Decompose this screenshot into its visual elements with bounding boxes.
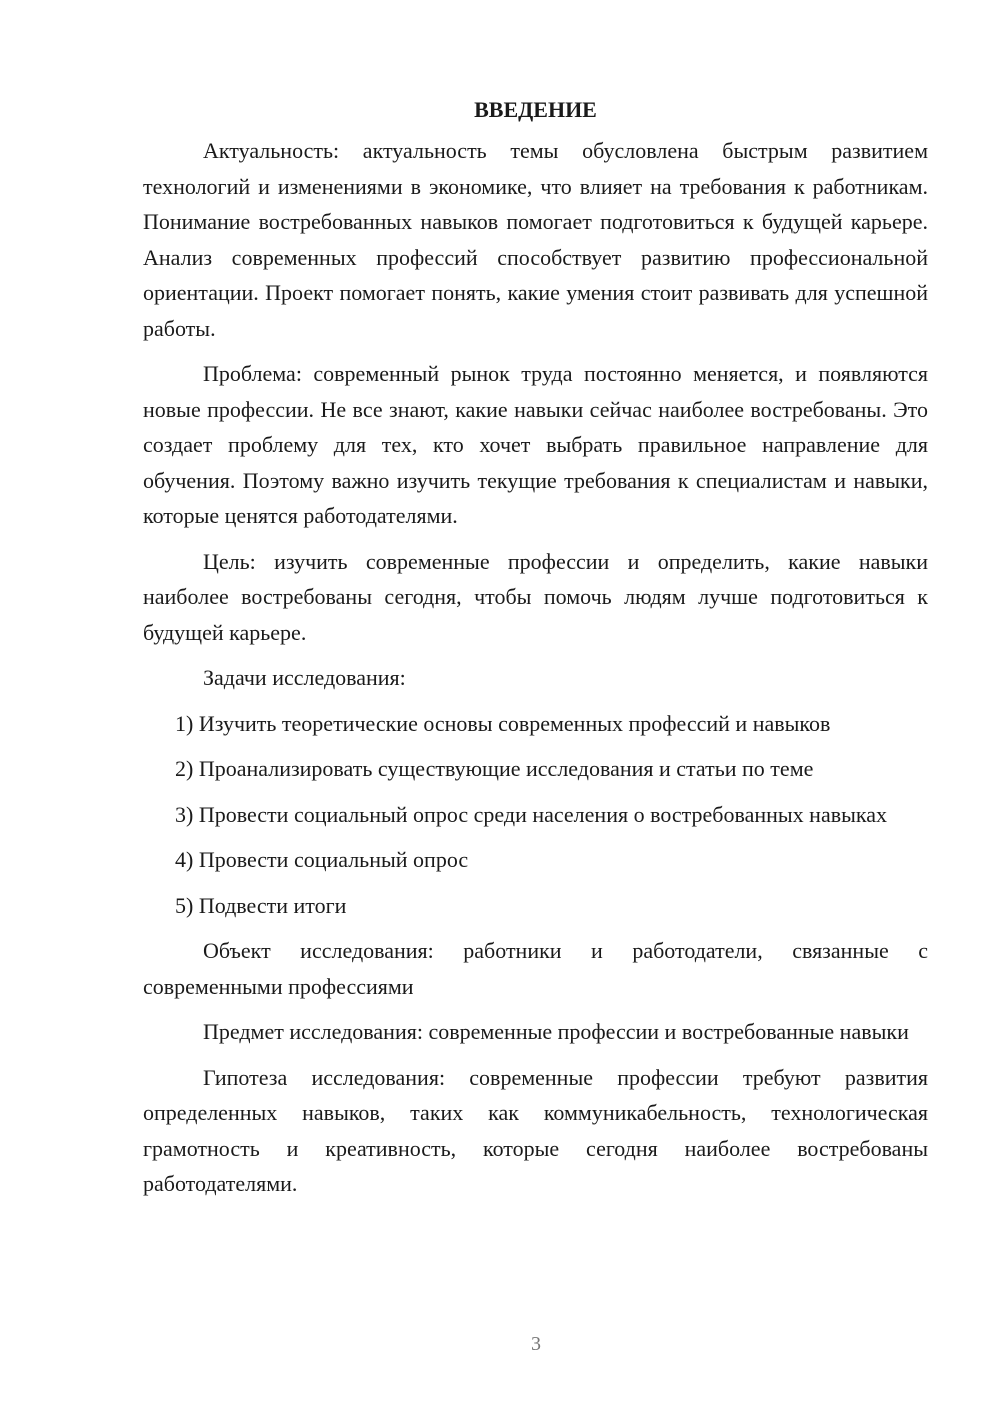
task-item-4: 4) Провести социальный опрос <box>175 847 469 872</box>
page-title: ВВЕДЕНИЕ <box>474 97 597 122</box>
tasks-heading: Задачи исследования: <box>203 665 406 690</box>
task-item-2: 2) Проанализировать существующие исследования и статьи по теме <box>175 756 814 781</box>
paragraph-goal: Цель: изучить современные профессии и определить, какие навыки наиболее востребованы сегодня, чтобы помочь людям лучше подготовиться к будущей карьере. <box>143 548 928 645</box>
task-item-3: 3) Провести социальный опрос среди населения о востребованных навыках <box>175 801 887 827</box>
paragraph-object: Объект исследования: работники и работодатели, связанные с современными профессиями <box>143 938 928 999</box>
paragraph-subject: Предмет исследования: современные профессии и востребованные навыки <box>203 1019 909 1044</box>
paragraph-hypothesis: Гипотеза исследования: современные профессии требуют развития определенных навыков, таких как коммуникабельность, технологическая грамотность и креативность, которые сегодня наиболее востребованы работодателями. <box>143 1064 928 1196</box>
page-number: 3 <box>531 1333 541 1355</box>
task-item-1: 1) Изучить теоретические основы современных профессий и навыков <box>175 710 831 736</box>
document-body <box>143 95 928 1212</box>
task-item-5: 5) Подвести итоги <box>175 892 347 918</box>
paragraph-problem: Проблема: современный рынок труда постоянно меняется, и появляются новые профессии. Не все знают, какие навыки сейчас наиболее востребованы. Это создает проблему для тех, кто хочет выбрать правильное направление для обучения. Поэтому важно изучить текущие требования к специалистам и навыки, которые ценятся работодателями. <box>143 361 928 528</box>
paragraph-actuality: Актуальность: актуальность темы обусловлена быстрым развитием технологий и изменениями в экономике, что влияет на требования к работникам. Понимание востребованных навыков помогает подготовиться к будущей карьере. Анализ современных профессий способствует развитию профессиональной ориентации. Проект помогает понять, какие умения стоит развивать для успешной работы. <box>143 138 928 341</box>
